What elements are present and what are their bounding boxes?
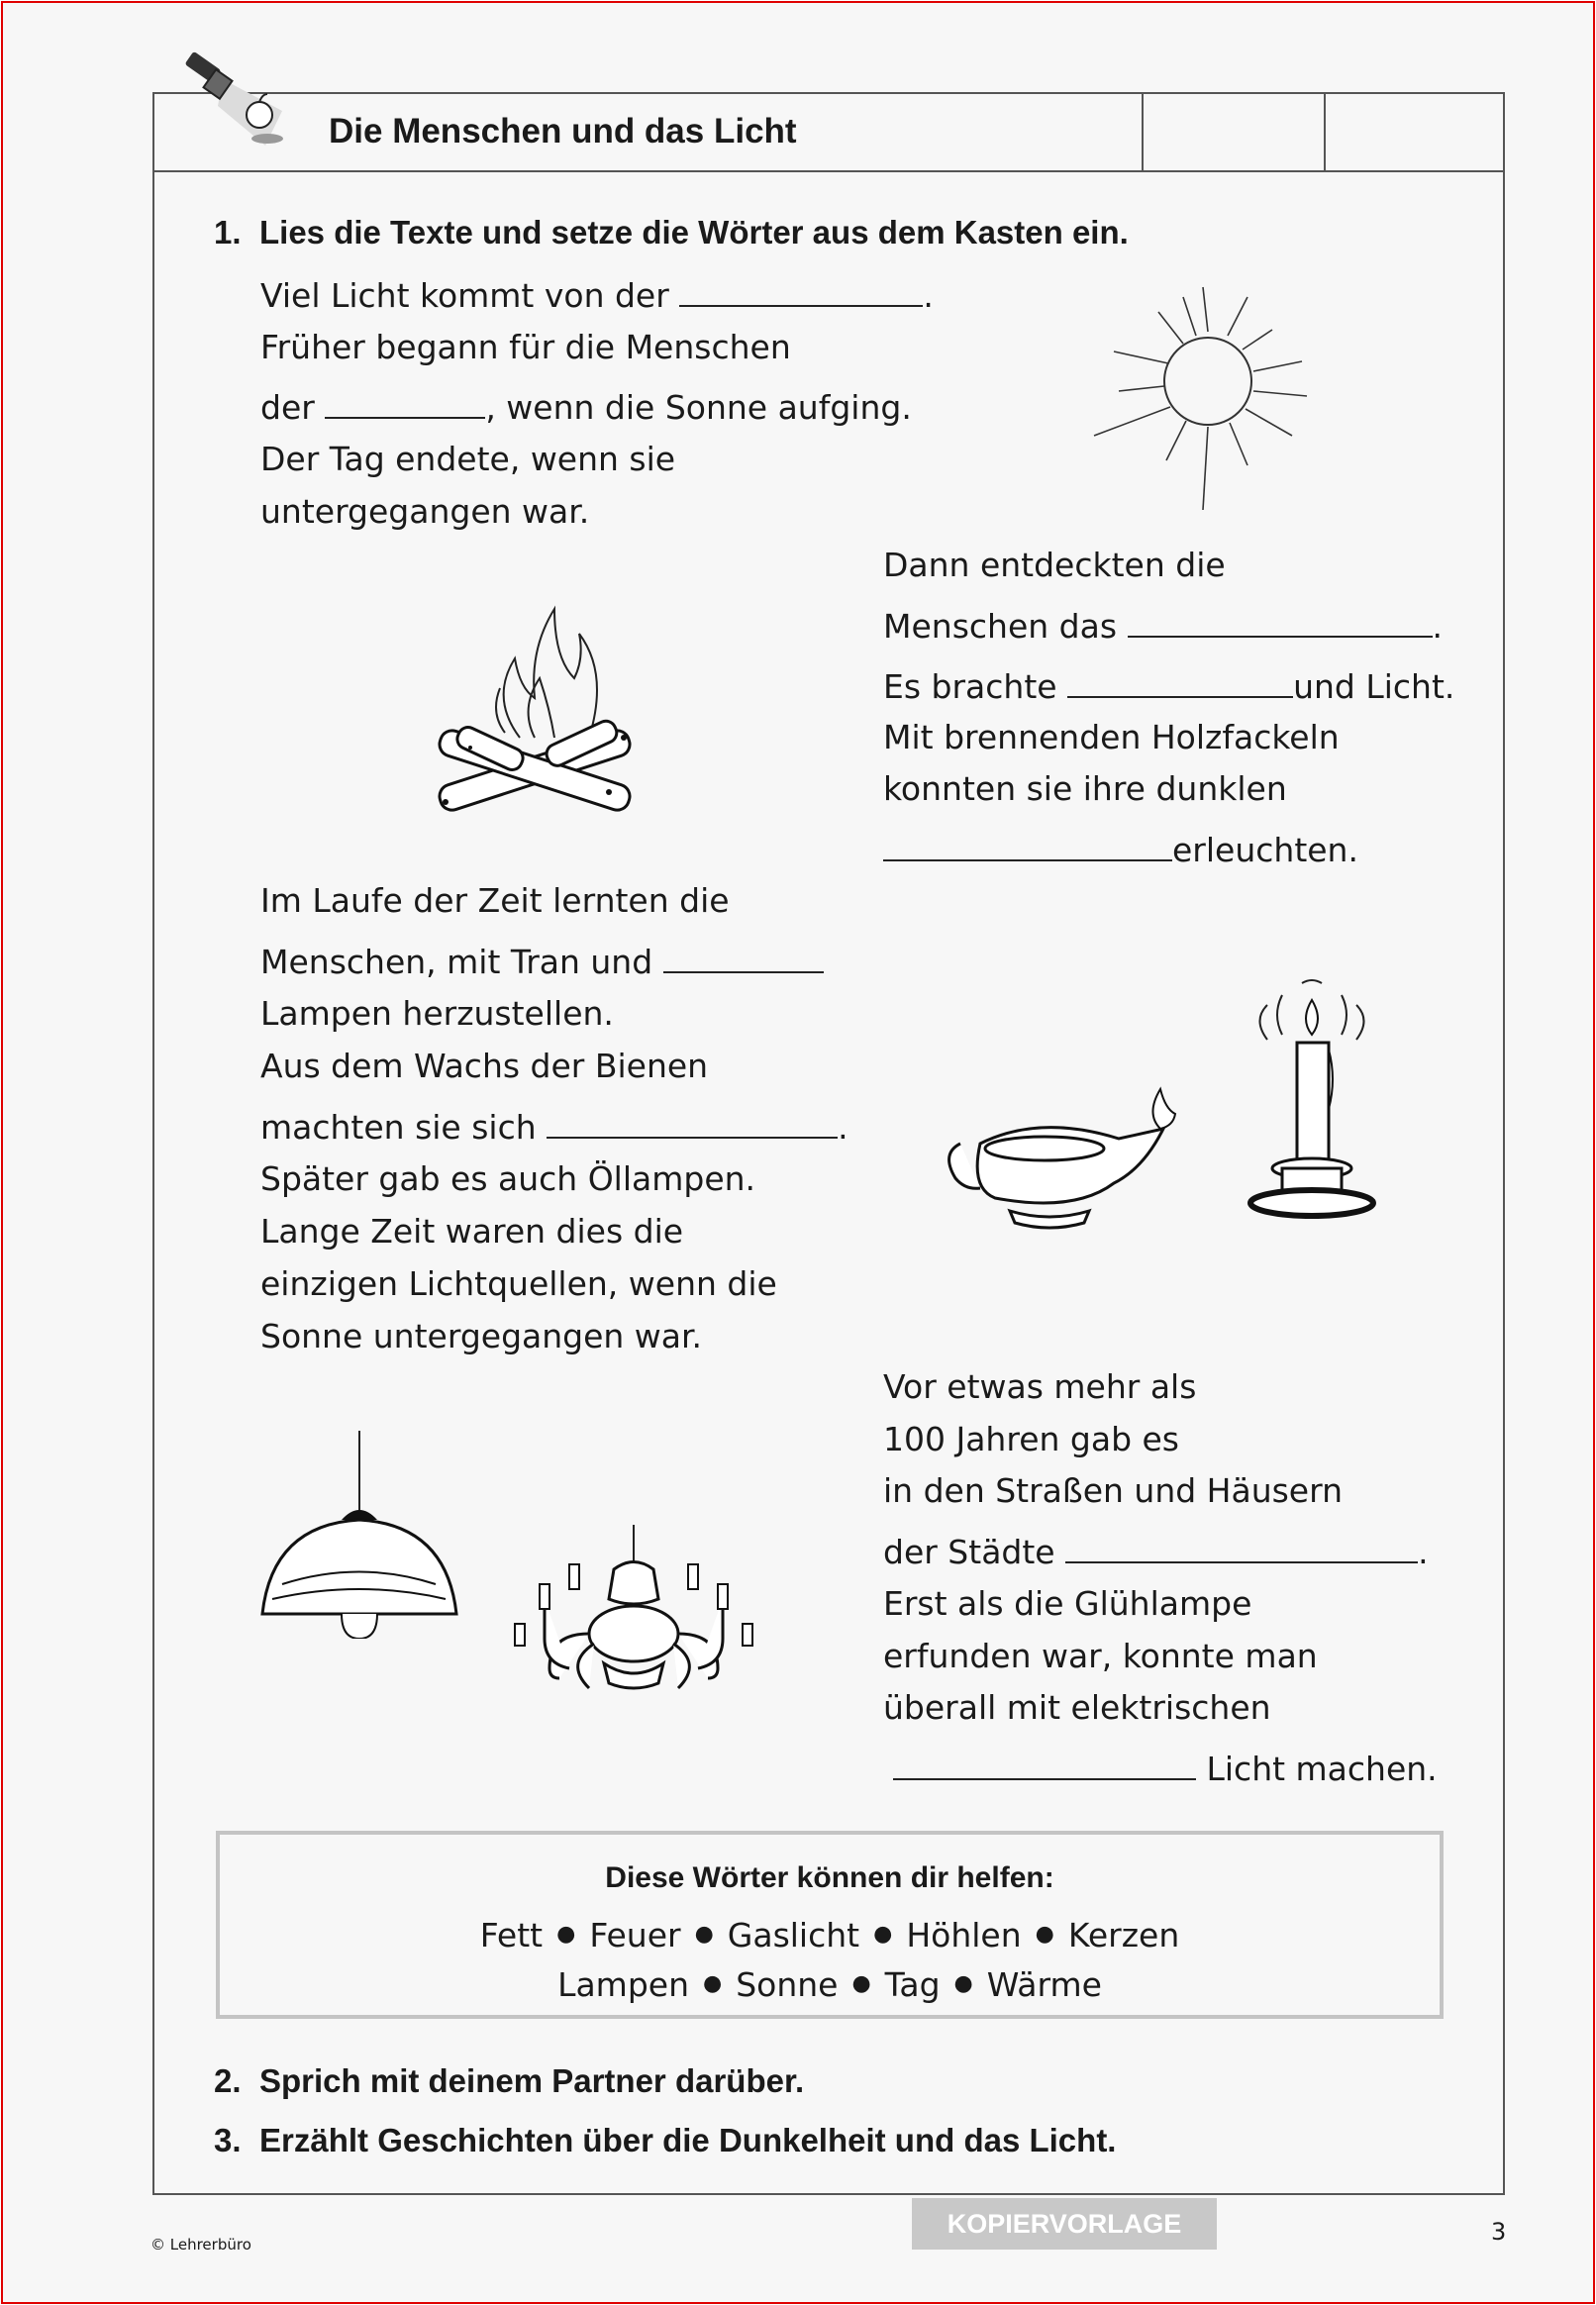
text1-line4: Der Tag endete, wenn sie [260,440,676,478]
blank-field[interactable] [1128,606,1433,638]
word-item: Tag [884,1965,941,2004]
word-item: Fett [479,1916,544,1954]
text3-line6: Später gab es auch Öllampen. [260,1159,756,1198]
text1-line2: Früher begann für die Menschen [260,328,791,366]
word-item: Lampen [557,1965,689,2004]
text4-line4: der Städte . [883,1533,1429,1571]
word-box-title: Diese Wörter können dir helfen: [605,1861,1054,1894]
page-title: Die Menschen und das Licht [329,112,797,150]
text2-line1: Dann entdeckten die [883,546,1226,584]
task-3 [214,2122,1116,2159]
text3-line8: einzigen Lichtquellen, wenn die [260,1264,777,1303]
word-row-2: Lampen ● Sonne ● Tag ● Wärme [557,1965,1102,2004]
text1-line5: untergegangen war. [260,492,590,531]
word-item: Gaslicht [727,1916,860,1954]
task-number: 1. [214,214,242,251]
word-item: Kerzen [1067,1916,1180,1954]
blank-field[interactable] [893,1749,1196,1780]
text4-line5: Erst als die Glühlampe [883,1584,1252,1623]
task-number: 3. [214,2122,242,2158]
word-item: Wärme [986,1965,1102,2004]
word-row-1: Fett ● Feuer ● Gaslicht ● Höhlen ● Kerzen [479,1916,1180,1954]
text1-line1: Viel Licht kommt von der . [260,276,934,315]
header-box-1 [1142,94,1324,170]
text3-line7: Lange Zeit waren dies die [260,1212,684,1251]
word-item: Feuer [589,1916,681,1954]
campfire-icon [426,589,644,827]
text3-line4: Aus dem Wachs der Bienen [260,1047,709,1085]
blank-field[interactable] [547,1107,838,1139]
blank-field[interactable] [1067,666,1293,698]
text2-line5: konnten sie ihre dunklen [883,769,1287,808]
page-number: 3 [1491,2218,1507,2246]
candle-icon [1243,975,1381,1233]
text2-line4: Mit brennenden Holzfackeln [883,718,1340,756]
blank-field[interactable] [679,275,923,307]
copy-template-badge: KOPIERVORLAGE [912,2198,1217,2250]
text4-line1: Vor etwas mehr als [883,1367,1197,1406]
blank-field[interactable] [663,942,824,973]
task-number: 2. [214,2062,242,2099]
text2-line2: Menschen das . [883,607,1444,646]
word-item: Höhlen [906,1916,1022,1954]
text3-line1: Im Laufe der Zeit lernten die [260,881,730,920]
blank-field[interactable] [883,830,1172,861]
header-box-2 [1324,94,1507,170]
task-2 [214,2062,804,2100]
text4-line8: Licht machen. [893,1749,1438,1789]
text3-line9: Sonne untergegangen war. [260,1317,703,1355]
task-text: Sprich mit deinem Partner darüber. [259,2062,805,2099]
text3-line5: machten sie sich . [260,1108,848,1147]
word-box [216,1831,1444,2019]
task-1 [214,214,1129,251]
chandelier-icon [510,1525,757,1713]
text4-line7: überall mit elektrischen [883,1688,1271,1727]
blank-field[interactable] [325,387,485,419]
sun-icon [1079,282,1337,520]
header [154,94,1503,172]
blank-field[interactable] [1065,1532,1418,1563]
text4-line2: 100 Jahren gab es [883,1420,1179,1458]
task-text: Lies die Texte und setze die Wörter aus dem Kasten ein. [259,214,1129,251]
ceiling-lamp-icon [257,1426,460,1639]
copyright: © Lehrerbüro [150,2236,251,2254]
text4-line6: erfunden war, konnte man [883,1637,1318,1675]
text4-line3: in den Straßen und Häusern [883,1471,1344,1510]
word-item: Sonne [736,1965,839,2004]
text2-line3: Es brachte und Licht. [883,667,1455,706]
flashlight-icon [178,51,297,155]
text3-line2: Menschen, mit Tran und [260,942,824,982]
text1-line3: der , wenn die Sonne aufging. [260,388,912,427]
text2-line6: erleuchten. [883,830,1358,870]
task-text: Erzählt Geschichten über die Dunkelheit und das Licht. [259,2122,1117,2158]
text3-line3: Lampen herzustellen. [260,994,614,1033]
oil-lamp-icon [941,1084,1183,1238]
